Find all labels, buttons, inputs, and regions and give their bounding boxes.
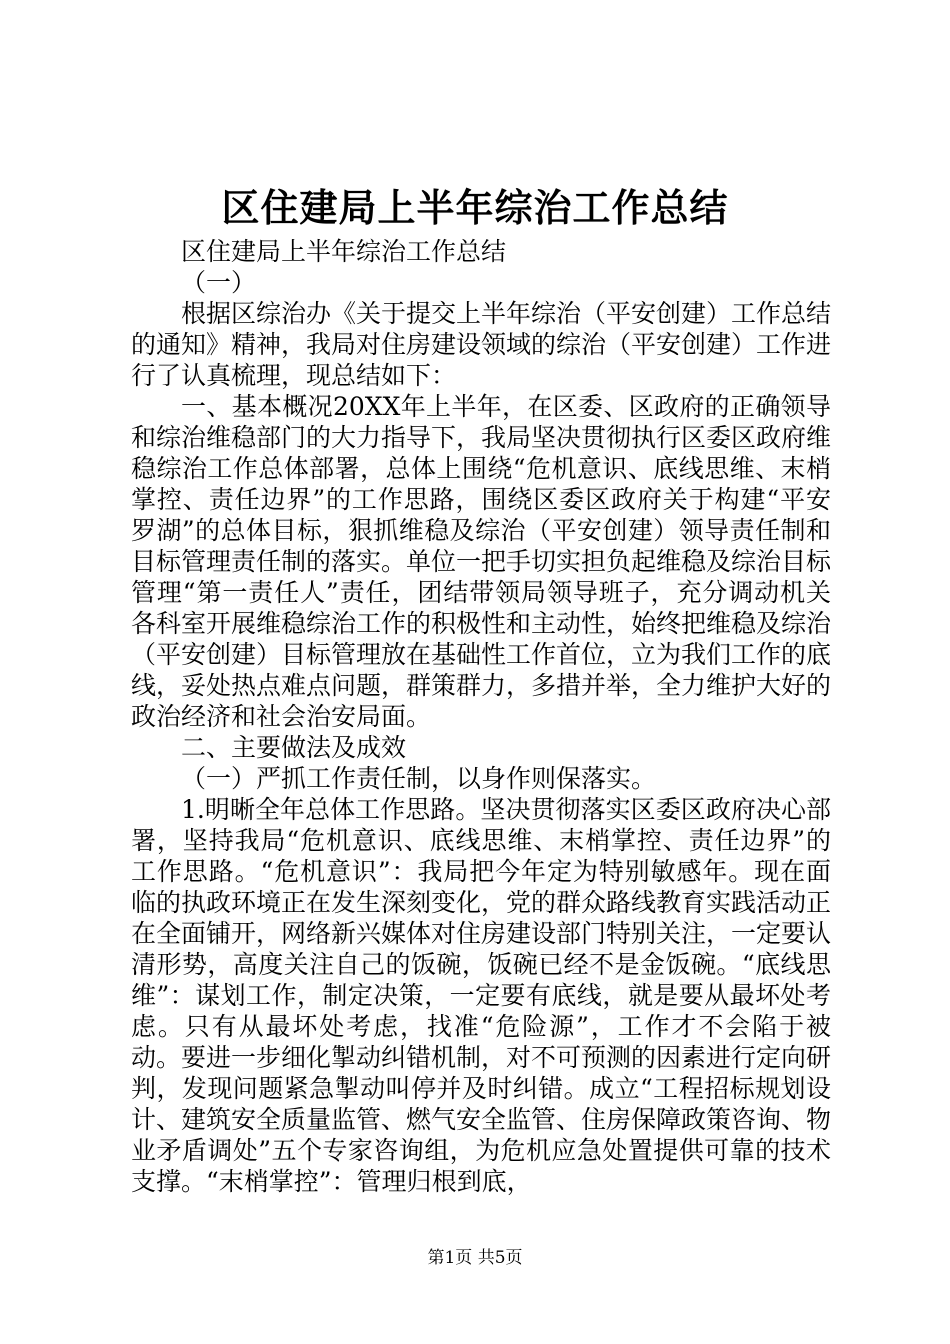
page-footer: 第1页 共5页	[427, 1248, 523, 1268]
document-title: 区住建局上半年综治工作总结	[221, 185, 729, 230]
subsection-heading-paragraph: （一）严抓工作责任制，以身作则保落实。	[181, 764, 657, 793]
subtitle-paragraph: 区住建局上半年综治工作总结	[181, 237, 507, 266]
intro-paragraph: 根据区综治办《关于提交上半年综治（平安创建）工作总结的通知》精神，我局对住房建设领域的综治（平安创建）工作进行了认真梳理，现总结如下：	[131, 299, 832, 390]
section-heading-paragraph: 二、主要做法及成效	[181, 733, 407, 762]
section-number-paragraph: （一）	[181, 268, 257, 297]
overview-paragraph: 一、基本概况20XX年上半年，在区委、区政府的正确领导和综治维稳部门的大力指导下，我局坚决贯彻执行区委区政府维稳综治工作总体部署，总体上围绕“危机意识、底线思维、末梢掌控、责任边界”的工作思路，围绕区委区政府关于构建“平安罗湖”的总体目标，狠抓维稳及综治（平安创建）领导责任制和目标管理责任制的落实。单位一把手切实担负起维稳及综治目标管理“第一责任人”责任，团结带领局领导班子，充分调动机关各科室开展维稳综治工作的积极性和主动性，始终把维稳及综治（平安创建）目标管理放在基础性工作首位，立为我们工作的底线，妥处热点难点问题，群策群力，多措并举，全力维护大好的政治经济和社会治安局面。	[131, 392, 832, 731]
document-body	[131, 236, 831, 1197]
work-approach-paragraph: 1.明晰全年总体工作思路。坚决贯彻落实区委区政府决心部署，坚持我局“危机意识、底线思维、末梢掌控、责任边界”的工作思路。“危机意识”：我局把今年定为特别敏感年。现在面临的执政环境正在发生深刻变化，党的群众路线教育实践活动正在全面铺开，网络新兴媒体对住房建设部门特别关注，一定要认清形势，高度关注自己的饭碗，饭碗已经不是金饭碗。“底线思维”：谋划工作，制定决策，一定要有底线，就是要从最坏处考虑。只有从最坏处考虑，找准“危险源”，工作才不会陷于被动。要进一步细化掣动纠错机制，对不可预测的因素进行定向研判，发现问题紧急掣动叫停并及时纠错。成立“工程招标规划设计、建筑安全质量监管、燃气安全监管、住房保障政策咨询、物业矛盾调处”五个专家咨询组，为危机应急处置提供可靠的技术支撑。“末梢掌控”：管理归根到底，	[131, 795, 832, 1196]
